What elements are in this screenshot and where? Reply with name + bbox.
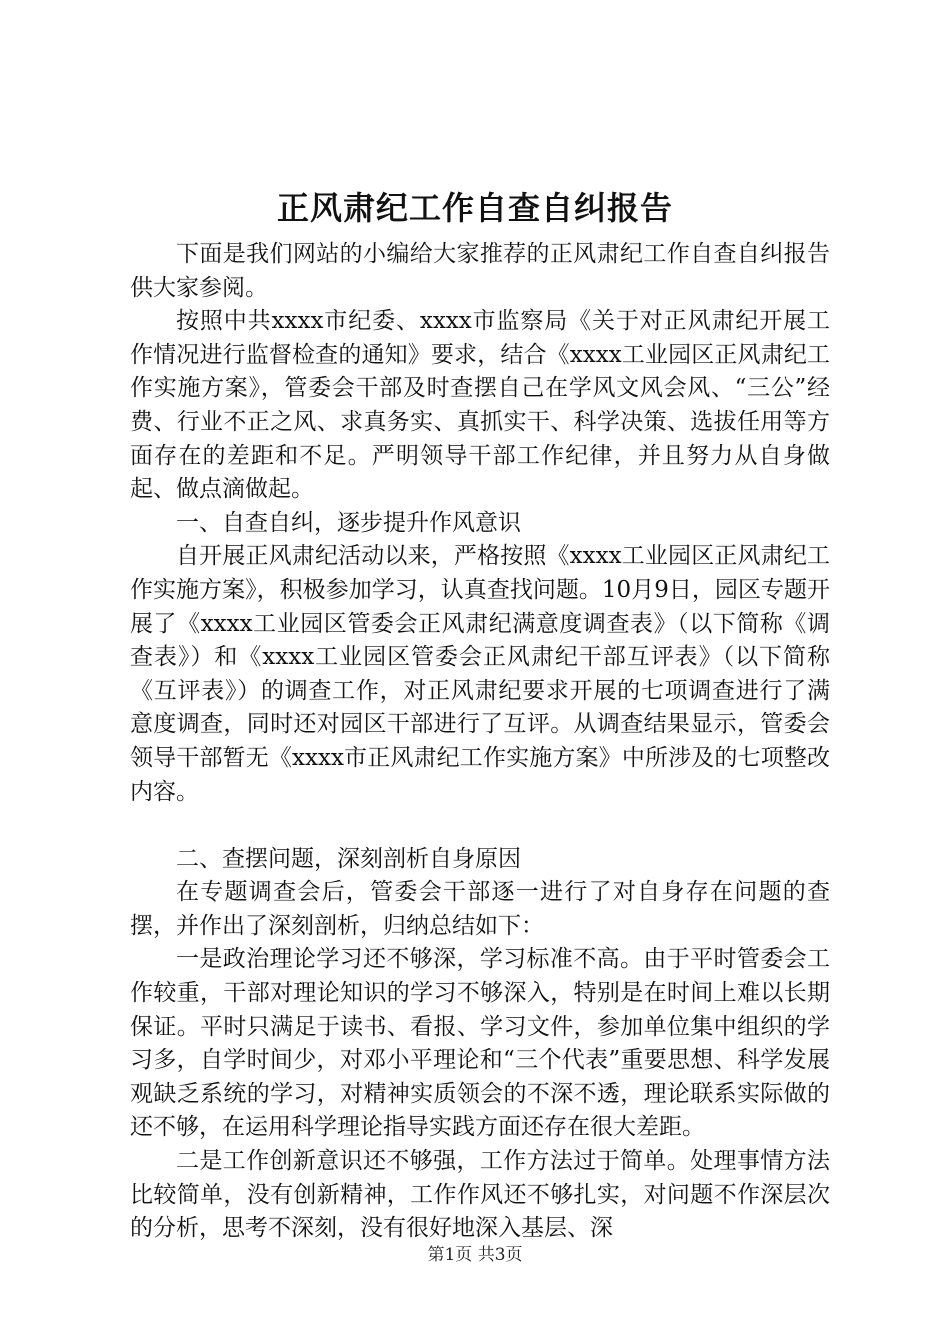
document-title: 正风肃纪工作自查自纠报告 (276, 189, 673, 227)
paragraph-point-1: 一是政治理论学习还不够深，学习标准不高。由于平时管委会工作较重，干部对理论知识的学习不够深入，特别是在时间上难以长期保证。平时只满足于读书、看报、学习文件，参加单位集中组织的学习多，自学时间少，对邓小平理论和“三个代表”重要思想、科学发展观缺乏系统的学习，对精神实质领会的不深不透，理论联系实际做的还不够，在运用科学理论指导实践方面还存在很大差距。 (130, 946, 830, 1141)
document-body (130, 238, 830, 1246)
paragraph-self-check: 自开展正风肃纪活动以来，严格按照《xxxx工业园区正风肃纪工作实施方案》，积极参加学习，认真查找问题。10月9日，园区专题开展了《xxxx工业园区管委会正风肃纪满意度调查表》（以下简称《调查表》）和《xxxx工业园区管委会正风肃纪干部互评表》（以下简称《互评表》）的调查工作，对正风肃纪要求开展的七项调查进行了满意度调查，同时还对园区干部进行了互评。从调查结果显示，管委会领导干部暂无《xxxx市正风肃纪工作实施方案》中所涉及的七项整改内容。 (130, 543, 830, 805)
paragraph-background: 按照中共xxxx市纪委、xxxx市监察局《关于对正风肃纪开展工作情况进行监督检查的通知》要求，结合《xxxx工业园区正风肃纪工作实施方案》，管委会干部及时查摆自己在学风文风会风、“三公”经费、行业不正之风、求真务实、真抓实干、科学决策、选拔任用等方面存在的差距和不足。严明领导干部工作纪律，并且努力从自身做起、做点滴做起。 (130, 308, 830, 503)
page-footer: 第1页 共3页 (427, 1245, 523, 1265)
paragraph-intro: 下面是我们网站的小编给大家推荐的正风肃纪工作自查自纠报告供大家参阅。 (130, 241, 830, 301)
section-heading-1: 一、自查自纠，逐步提升作风意识 (176, 509, 521, 536)
section-heading-2: 二、查摆问题，深刻剖析自身原因 (176, 845, 521, 872)
paragraph-summary-intro: 在专题调查会后，管委会干部逐一进行了对自身存在问题的查摆，并作出了深刻剖析，归纳总结如下： (130, 879, 830, 939)
paragraph-point-2: 二是工作创新意识还不够强，工作方法过于简单。处理事情方法比较简单，没有创新精神，工作作风还不够扎实，对问题不作深层次的分析，思考不深刻，没有很好地深入基层、深 (130, 1148, 830, 1242)
